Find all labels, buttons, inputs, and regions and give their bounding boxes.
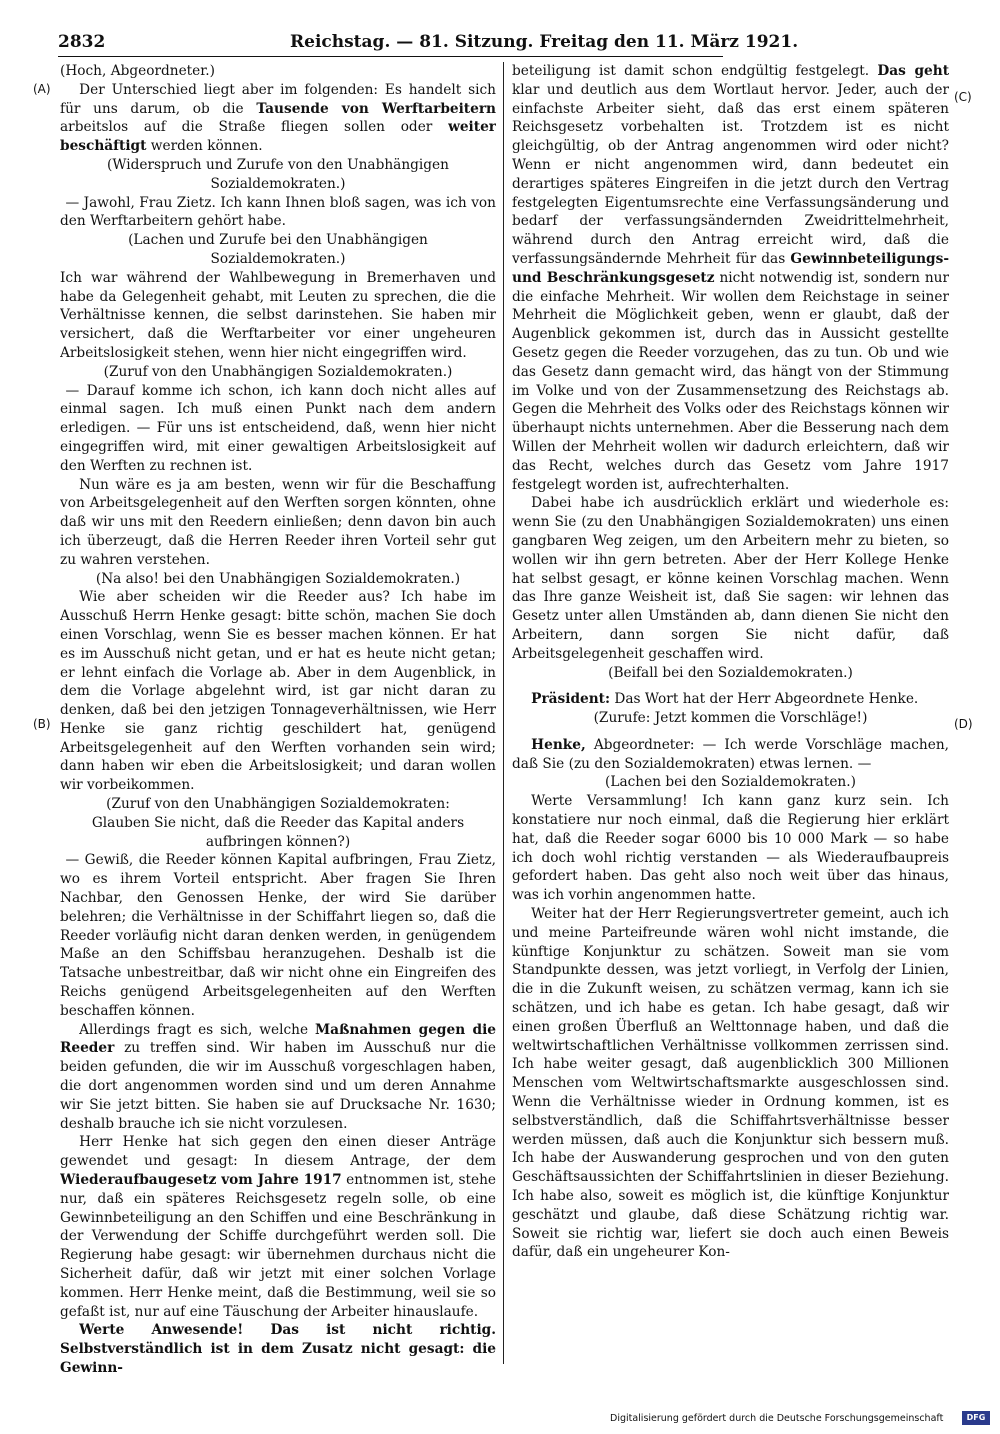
interjection: (Na also! bei den Unabhängigen Sozialdemokraten.) <box>95 570 461 587</box>
text-run: beteiligung ist damit schon endgültig festgelegt. <box>512 63 878 79</box>
bold-run: Das geht <box>877 63 949 79</box>
text-run: Das Wort hat der Herr Abgeordnete Henke. <box>610 691 919 708</box>
interjection: (Zuruf von den Unabhängigen Sozialdemokraten: Glauben Sie nicht, daß die Reeder das Kapital anders aufbringen können?) <box>91 796 465 850</box>
paragraph: Weiter hat der Herr Regierungsvertreter gemeint, auch ich und meine Parteifreunde wären wohl nicht imstande, die künftige Konjunktur zu schätzen. Soweit man sie vom Standpunkte dessen, was jetzt vorliegt, in Verfolg der Linien, die in die Zukunft weisen, zu schätzen vermag, kann ich sie schätzen, und ich habe es getan. Ich habe gesagt, daß wir einen großen Überfluß an Welttonnage haben, und daß die weltwirtschaftlichen Verhältnisse vollkommen zerrissen sind. Ich habe weiter gesagt, daß augenblicklich 300 Millionen Menschen vom Weltwirtschaftsmarkte ausgeschlossen sind. Wenn die Verhältnisse wieder in Ordnung kommen, ist es selbstverständlich, daß die Schiffahrtsverhältnisse besser werden müssen, daß auch die Konjunktur sich bessern muß. Ich habe der Auswanderung gesprochen und von den guten Geschäftsaussichten der Schiffahrtslinien in dieser Beziehung. Ich habe also, soweit es möglich ist, die künftige Konjunktur geschätzt und glaube, daß diese Schätzung richtig war. Soweit sie richtig war, liefert sie doch auch einen Beweis dafür, daß ein ungeheurer Kon- <box>512 906 949 1261</box>
president-speech <box>512 690 949 709</box>
interjection: (Zuruf von den Unabhängigen Sozialdemokraten.) <box>103 363 453 380</box>
margin-mark-c: (C) <box>954 90 972 104</box>
paragraph <box>60 1321 496 1374</box>
text-run: arbeitslos auf die Straße fliegen sollen oder <box>60 119 449 136</box>
paragraph: Ich war während der Wahlbewegung in Bremerhaven und habe da Gelegenheit gehabt, mit Leuten zu sprechen, die die Verhältnisse kennen, die selbst darinstehen. Sie haben mir versichert, daß die Werftarbeiter vor einer ungeheuren Arbeitslosigkeit stehen, wenn hier nicht eingegriffen wird. <box>60 269 496 361</box>
footer-credit: Digitalisierung gefördert durch die Deutsche Forschungsgemeinschaft <box>610 1413 944 1424</box>
interjection: (Beifall bei den Sozialdemokraten.) <box>608 664 853 681</box>
column-divider <box>503 62 504 1364</box>
running-head: Reichstag. — 81. Sitzung. Freitag den 11. März 1921. <box>290 32 799 52</box>
paragraph <box>512 62 949 494</box>
text-run: werden können. <box>146 138 263 155</box>
bold-run: Maßnahmen gegen die Reeder <box>60 1021 496 1057</box>
henke-speech <box>512 736 949 774</box>
paragraph <box>60 1021 496 1134</box>
page-header <box>58 30 799 57</box>
margin-mark-b: (B) <box>33 717 51 731</box>
margin-mark-d: (D) <box>954 717 973 731</box>
text-run: Abgeordneter: — Ich werde Vorschläge machen, daß Sie (zu den Sozialdemokraten) etwas lernen. — <box>512 736 949 772</box>
speaker-continuation: (Hoch, Abgeordneter.) <box>60 63 215 79</box>
paragraph: Werte Versammlung! Ich kann ganz kurz sein. Ich konstatiere nur noch einmal, daß die Regierung hier erklärt hat, daß die Reeder sogar 6000 bis 10 000 Mark — so habe ich doch wohl richtig verstanden — als Wiederaufbaupreis gefordert haben. Das geht also noch weit über das hinaus, was ich vorhin angenommen hatte. <box>512 793 949 904</box>
text-run: Allerdings fragt es sich, welche <box>79 1021 315 1038</box>
interjection: (Widerspruch und Zurufe von den Unabhängigen Sozialdemokraten.) <box>107 156 449 192</box>
text-run: zu treffen sind. Wir haben im Ausschuß nur die beiden gefunden, die wir im Ausschuß vorgeschlagen haben, die dort angenommen worden sind und um deren Annahme wir Sie jetzt bitten. Sie haben sie auf Drucksache Nr. 1630; deshalb brauche ich sie nicht vorzulesen. <box>60 1040 496 1132</box>
page-number: 2832 <box>58 32 106 52</box>
paragraph <box>60 1133 496 1321</box>
text-run: entnommen ist, stehe nur, daß ein späteres Reichsgesetz regeln solle, ob eine Gewinnbeteiligung an den Schiffen und eine Beschränkung in der Verwendung der Schiffe durchgeführt werden soll. Die Regierung habe gesagt: wir übernehmen durchaus nicht die Sicherheit dafür, daß wir jetzt mit einer solchen Vorlage kommen. Herr Henke meint, daß die Bestimmung, weil sie so gefaßt ist, nur auf eine Täuschung der Arbeiter hinauslaufe. <box>60 1172 496 1320</box>
text-run: klar und deutlich aus dem Wortlaut hervor. Jeder, auch der einfachste Arbeiter sieht, daß das erst einem späteren Reichsgesetz vorbehalten ist. Trotzdem ist es nicht gleichgültig, ob der Antrag angenommen wird oder nicht? Wenn er nicht angenommen wird, dann bedeutet ein derartiges späteres Eingreifen in die jetzt durch den Vertrag festgelegten Eigentumsrechte eine Verfassungsänderung und bedarf der verfassungsändernden Zweidrittelmehrheit, während durch den Antrag erreicht wird, daß die verfassungsändernde Mehrheit für das <box>512 81 949 267</box>
bold-run: Werte Anwesende! Das ist nicht richtig. Selbstverständlich ist in dem Zusatz nicht gesagt: die Gewinn- <box>60 1322 496 1374</box>
bold-run: Tausende von Werftarbeitern <box>256 100 496 117</box>
paragraph: — Darauf komme ich schon, ich kann doch nicht alles auf einmal sagen. Ich muß einen Punkt nach dem andern erledigen. — Für uns ist entscheidend, daß, wenn hier nicht eingegriffen wird, mit einer gewaltigen Arbeitslosigkeit auf den Werften zu rechnen ist. <box>60 382 496 474</box>
margin-mark-a: (A) <box>33 82 51 96</box>
interjection: (Lachen und Zurufe bei den Unabhängigen Sozialdemokraten.) <box>128 232 428 267</box>
paragraph: — Gewiß, die Reeder können Kapital aufbringen, Frau Zietz, wo es ihrem Vorteil entspricht. Aber fragen Sie Ihren Nachbar, den Genossen Henke, der wird Sie darüber belehren; die Verhältnisse in der Schiffahrt liegen so, daß die Reeder vorläufig nicht daran denken werden, in genügendem Maße an den Schiffsbau heranzugehen. Deshalb ist die Tatsache unbestreitbar, daß wir nicht ohne ein Eingreifen des Reichs genügend Arbeitsgelegenheiten auf den Werften beschaffen können. <box>60 852 496 1019</box>
interjection: (Lachen bei den Sozialdemokraten.) <box>605 774 856 791</box>
left-column <box>60 62 496 1374</box>
text-run: nicht notwendig ist, sondern nur die einfache Mehrheit. Wir wollen dem Reichstage in seiner Mehrheit die Möglichkeit geben, wenn er glaubt, daß der Augenblick gekommen ist, durch das in Aussicht gestellte Gesetz gegen die Reeder vorzugehen, das zu tun. Ob und wie das Gesetz dann gemacht wird, das hängt von der Stimmung im Volke und von der Zusammensetzung des Reichstags ab. Gegen die Mehrheit des Volks oder des Reichstags können wir überhaupt nichts unternehmen. Aber die Besserung nach dem Willen der Mehrheit wollen wir dadurch erleichtern, daß wir das Recht, welches durch das Gesetz vom Jahre 1917 festgelegt worden ist, aufrechterhalten. <box>512 269 949 493</box>
paragraph: Wie aber scheiden wir die Reeder aus? Ich habe im Ausschuß Herrn Henke gesagt: bitte schön, machen Sie doch einen Vorschlag, wenn Sie es besser machen können. Er hat es im Ausschuß nicht getan, und er hat es heute nicht getan; er lehnt einfach die Vorlage ab. Aber in dem Augenblick, in dem die Vorlage abgelehnt wird, ist gar nicht daran zu denken, daß bei den jetzigen Tonnageverhältnissen, wie Herr Henke sie ganz richtig geschildert hat, genügend Arbeitsgelegenheit auf den Werften vorhanden sein wird; dann haben wir eben die Arbeitslosigkeit; und daran wollen wir vorbeikommen. <box>60 589 496 794</box>
paragraph: Dabei habe ich ausdrücklich erklärt und wiederhole es: wenn Sie (zu den Unabhängigen Sozialdemokraten) uns einen gangbaren Weg zeigen, um den Arbeitern mehr zu bieten, so wollen wir ihn gern betreten. Aber der Herr Kollege Henke hat selbst gesagt, er könne keinen Vorschlag machen. Wenn das Ihre ganze Weisheit ist, daß Sie sagen: wir lehnen das Gesetz unter allen Umständen ab, dann dienen Sie nicht den Arbeitern, dann sorgen Sie nicht dafür, daß Arbeitsgelegenheit geschaffen wird. <box>512 495 949 662</box>
speaker-name: Präsident: <box>531 691 611 708</box>
paragraph: Nun wäre es ja am besten, wenn wir für die Beschaffung von Arbeitsgelegenheit auf den Werften sorgen könnten, ohne daß wir uns mit den Reedern einließen; denn davon bin auch ich überzeugt, daß die Herren Reeder ihren Vorteil sehr gut zu wahren verstehen. <box>60 476 496 568</box>
text-run: Der Unterschied liegt aber im folgenden: Es handelt sich für uns darum, ob die <box>60 81 496 117</box>
right-column <box>512 62 949 1374</box>
text-run: Herr Henke hat sich gegen den einen dieser Anträge gewendet und gesagt: In diesem Antrage, der dem <box>60 1134 496 1170</box>
interjection: (Zurufe: Jetzt kommen die Vorschläge!) <box>593 710 868 727</box>
paragraph <box>60 81 496 156</box>
bold-run: Gewinnbeteiligungs- und Beschränkungsgesetz <box>512 250 949 286</box>
paragraph: — Jawohl, Frau Zietz. Ich kann Ihnen bloß sagen, was ich von den Werftarbeitern gehört habe. <box>60 194 496 230</box>
speaker-name: Henke, <box>531 736 586 753</box>
dfg-logo: DFG <box>962 1411 990 1425</box>
bold-run: weiter beschäftigt <box>60 119 496 155</box>
bold-run: Wiederaufbaugesetz vom Jahre 1917 <box>60 1172 342 1189</box>
